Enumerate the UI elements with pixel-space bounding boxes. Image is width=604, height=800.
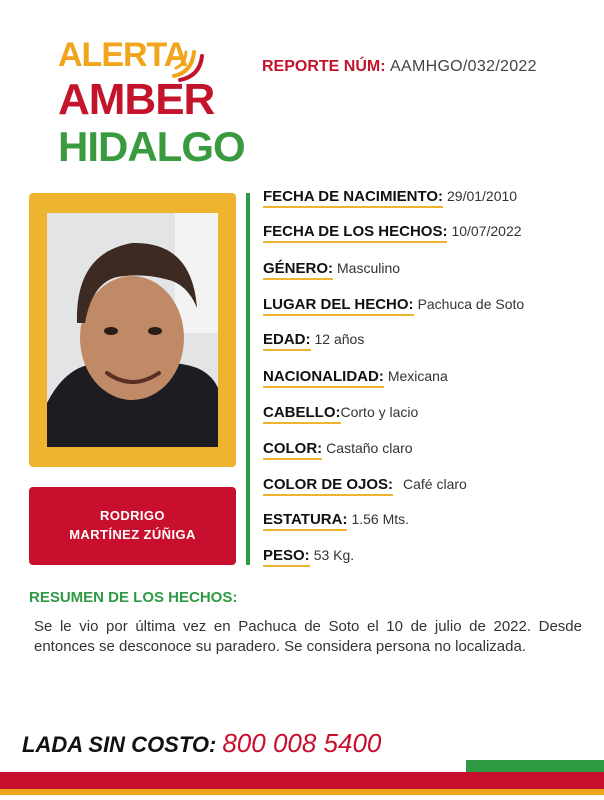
detail-value: 1.56 Mts. — [351, 511, 410, 527]
missing-person-photo — [47, 213, 218, 447]
detail-label: PESO: — [263, 547, 310, 567]
detail-value: 10/07/2022 — [451, 223, 522, 239]
detail-value: Pachuca de Soto — [417, 296, 525, 312]
detail-label: FECHA DE NACIMIENTO: — [263, 188, 443, 208]
divider-bar — [246, 193, 250, 565]
detail-weight — [263, 547, 354, 564]
report-number-value: AAMHGO/032/2022 — [390, 58, 537, 75]
detail-value: 29/01/2010 — [447, 188, 518, 204]
photo-frame — [29, 193, 236, 467]
detail-label: EDAD: — [263, 331, 311, 351]
summary-text: Se le vio por última vez en Pachuca de Soto el 10 de julio de 2022. Desde entonces se desconoce su paradero. Se considera persona no localizada. — [34, 618, 582, 655]
person-last-names: MARTÍNEZ ZÚÑIGA — [69, 527, 196, 542]
hotline — [22, 728, 381, 759]
detail-height — [263, 511, 409, 528]
logo-line-hidalgo: HIDALGO — [58, 123, 245, 170]
report-number — [262, 58, 537, 76]
detail-value: Café claro — [403, 476, 467, 492]
hotline-number[interactable]: 800 008 5400 — [222, 728, 382, 758]
detail-label: LUGAR DEL HECHO: — [263, 296, 414, 316]
alerta-amber-hidalgo-logo — [58, 36, 245, 170]
detail-value: Corto y lacio — [340, 404, 419, 420]
detail-event-date — [263, 223, 522, 240]
detail-value: Castaño claro — [326, 440, 413, 456]
detail-label: NACIONALIDAD: — [263, 368, 384, 388]
logo-line-amber: AMBER — [58, 75, 215, 124]
detail-label: ESTATURA: — [263, 511, 347, 531]
detail-value: Masculino — [337, 260, 401, 276]
summary-title: RESUMEN DE LOS HECHOS: — [29, 589, 238, 606]
detail-label: FECHA DE LOS HECHOS: — [263, 223, 447, 243]
detail-place — [263, 296, 524, 313]
detail-nationality — [263, 368, 448, 385]
detail-birth-date — [263, 188, 517, 205]
detail-value: 53 Kg. — [313, 547, 355, 563]
logo-line-alerta: ALERTA — [58, 36, 188, 74]
report-number-label: REPORTE NÚM: — [262, 58, 386, 75]
detail-value: 12 años — [314, 331, 365, 347]
detail-gender — [263, 260, 400, 277]
detail-label: COLOR: — [263, 440, 322, 460]
detail-eye-color — [263, 476, 467, 493]
detail-value: Mexicana — [387, 368, 448, 384]
footer-stripe-red — [0, 772, 604, 789]
detail-color — [263, 440, 413, 457]
detail-label: COLOR DE OJOS: — [263, 476, 393, 496]
detail-label: GÉNERO: — [263, 260, 333, 280]
detail-hair — [263, 404, 418, 421]
person-name-box — [29, 487, 236, 565]
footer-stripe-yellow — [0, 789, 604, 795]
person-first-name: RODRIGO — [100, 508, 165, 524]
detail-label: CABELLO: — [263, 404, 341, 424]
detail-age — [263, 331, 364, 348]
hotline-label: LADA SIN COSTO: — [22, 732, 217, 757]
